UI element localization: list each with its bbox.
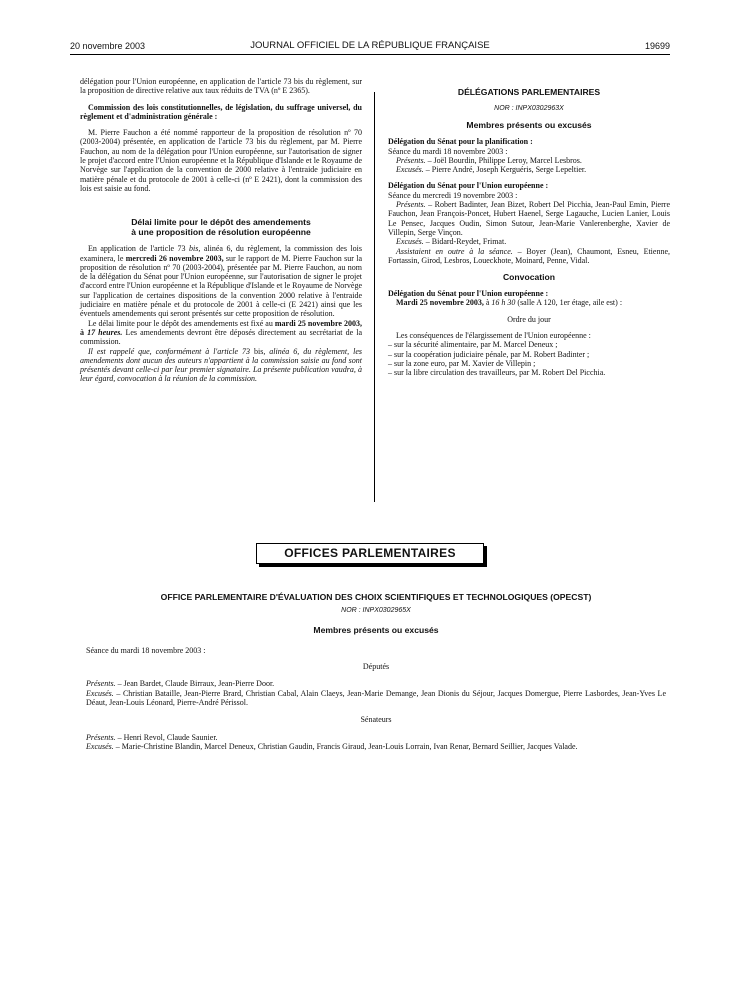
convocation-date-line: Mardi 25 novembre 2003, à 16 h 30 (salle A 120, 1er étage, aile est) : xyxy=(396,298,623,308)
column-divider xyxy=(374,92,375,502)
left-column xyxy=(80,77,362,384)
deputes-title: Députés xyxy=(362,661,390,671)
delegations-title: DÉLÉGATIONS PARLEMENTAIRES xyxy=(457,87,601,97)
ordre-intro: Les conséquences de l'élargissement de l'Union européenne : xyxy=(396,331,591,341)
offices-section xyxy=(86,592,666,752)
opecst-seance: Séance du mardi 18 novembre 2003 : xyxy=(86,646,206,656)
planification-seance: Séance du mardi 18 novembre 2003 : xyxy=(388,146,508,156)
header-date: 20 novembre 2003 xyxy=(70,41,146,51)
ue-excuses: Excusés. – Bidard-Reydet, Frimat. xyxy=(396,237,507,247)
ordre-item: – sur la libre circulation des travailleurs, par M. Robert Del Picchia. xyxy=(388,368,606,378)
delai-heading-line2: à une proposition de résolution européenne xyxy=(131,227,311,238)
delegations-nor: NOR : INPX0302963X xyxy=(494,105,564,112)
ordre-list xyxy=(388,340,670,377)
senateurs-title: Sénateurs xyxy=(360,715,392,725)
delai-paragraph-1: En application de l'article 73 bis, alinéa 6, du règlement, la commission des lois examinera, le mercredi 26 novembre 2003, sur le rapport de M. Pierre Fauchon sur la proposition de résolution nº 70 (2003-2004), présentée par M. Pierre Fauchon, au nom de la délégation du Sénat pour l'Union européenne, sur l'autorisation de signer le projet d'accord entre l'Union européenne et la République d'Islande et le Royaume de Norvège sur l'application de certaines dispositions de la convention 2000 relative à l'entraide judiciaire en matière pénale et du protocole de 2001 à celle-ci (E 2421) ainsi que les éventuels amendements qui seront présentés sur cette proposition de résolution. xyxy=(80,244,362,319)
ordre-du-jour-title: Ordre du jour xyxy=(507,314,551,324)
ordre-item: – sur la zone euro, par M. Xavier de Villepin ; xyxy=(388,358,536,368)
header-journal-title: JOURNAL OFFICIEL DE LA RÉPUBLIQUE FRANÇAISE xyxy=(250,40,490,51)
planification-heading: Délégation du Sénat pour la planification : xyxy=(388,137,533,147)
deputes-excuses: Excusés. – Christian Bataille, Jean-Pierre Brard, Christian Cabal, Alain Claeys, Jean-Marie Demange, Jean Dionis du Séjour, Jacques Domergue, Pierre Lasbordes, Jean-Yves Le Déaut, Jean-Louis Léonard, Pierre-André Périssol. xyxy=(86,688,666,708)
delai-paragraph-3: Il est rappelé que, conformément à l'article 73 bis, alinéa 6, du règlement, les amendements dont aucun des auteurs n'appartient à la commission saisie au fond sont présentés devant celle-ci par leur premier signataire. La présente publication vaudra, à leur égard, convocation à la réunion de la commission. xyxy=(80,346,362,384)
ue-seance: Séance du mercredi 19 novembre 2003 : xyxy=(388,190,518,200)
convocation-title: Convocation xyxy=(502,272,556,283)
commission-paragraph: M. Pierre Fauchon a été nommé rapporteur de la proposition de résolution nº 70 (2003-2004) présentée, en application de l'article 73 bis du règlement, par M. Pierre Fauchon, au nom de la délégation pour l'Union européenne, sur l'autorisation de signer le projet d'accord entre l'Union européenne et la République d'Islande et le Royaume de Norvège sur l'application de la convention de 2000 relative à l'entraide judiciaire en matière pénale et du protocole de 2001 à celle-ci (nº E 2421), dont la commission des lois est saisie au fond. xyxy=(80,128,362,193)
ue-presents: Présents. – Robert Badinter, Jean Bizet, Robert Del Picchia, Jean-Paul Emin, Pierre Fauchon, Jean François-Poncet, Hubert Haenel, Serge Lagauche, Lucien Lanier, Louis Le Pensec, Jacques Oudin, Simon Sutour, Jean-Marie Vanlerenberghe, Xavier de Villepin, Serge Vinçon. xyxy=(388,200,670,237)
senateurs-presents: Présents. – Henri Revol, Claude Saunier. xyxy=(86,732,218,742)
right-column xyxy=(388,77,670,378)
delai-paragraph-2: Le délai limite pour le dépôt des amendements est fixé au mardi 25 novembre 2003, à 17 heures. Les amendements devront être déposés directement au secrétariat de la commission. xyxy=(80,318,362,347)
senateurs-excuses: Excusés. – Marie-Christine Blandin, Marcel Deneux, Christian Gaudin, Francis Giraud, Jean-Louis Lorrain, Ivan Renar, Bernard Seillier, Jacques Valade. xyxy=(86,742,578,752)
header-rule xyxy=(70,54,670,55)
convocation-heading: Délégation du Sénat pour l'Union européenne : xyxy=(388,289,549,299)
page-header xyxy=(70,38,670,54)
opecst-nor: NOR : INPX0302965X xyxy=(341,607,411,614)
deputes-presents: Présents. – Jean Bardet, Claude Birraux, Jean-Pierre Door. xyxy=(86,679,275,689)
planification-presents: Présents. – Joël Bourdin, Philippe Leroy, Marcel Lesbros. xyxy=(396,155,582,165)
members-title: Membres présents ou excusés xyxy=(466,120,592,131)
opecst-members-title: Membres présents ou excusés xyxy=(313,625,439,636)
delai-heading xyxy=(80,217,362,237)
ordre-item: – sur la sécurité alimentaire, par M. Marcel Deneux ; xyxy=(388,340,558,350)
delai-heading-line1: Délai limite pour le dépôt des amendements xyxy=(131,217,311,228)
planification-excuses: Excusés. – Pierre André, Joseph Kerguéris, Serge Lepeltier. xyxy=(396,165,587,175)
commission-heading: Commission des lois constitutionnelles, de législation, du suffrage universel, du règlement et d'administration générale : xyxy=(80,102,362,121)
ue-assistaient: Assistaient en outre à la séance. – Boyer (Jean), Chaumont, Esneu, Etienne, Fortassin, Girod, Lesbros, Loueckhote, Moinard, Penne, Vidal. xyxy=(388,246,670,265)
offices-box-title: OFFICES PARLEMENTAIRES xyxy=(256,543,484,564)
ordre-item: – sur la coopération judiciaire pénale, par M. Robert Badinter ; xyxy=(388,349,590,359)
intro-paragraph: délégation pour l'Union européenne, en application de l'article 73 bis du règlement, sur la proposition de directive relative aux taux réduits de TVA (nº E 2365). xyxy=(80,77,362,96)
header-page-number: 19699 xyxy=(644,41,670,51)
offices-box xyxy=(256,543,488,567)
opecst-title: OFFICE PARLEMENTAIRE D'ÉVALUATION DES CHOIX SCIENTIFIQUES ET TECHNOLOGIQUES (OPECST) xyxy=(160,592,592,602)
ue-heading: Délégation du Sénat pour l'Union européenne : xyxy=(388,181,549,191)
